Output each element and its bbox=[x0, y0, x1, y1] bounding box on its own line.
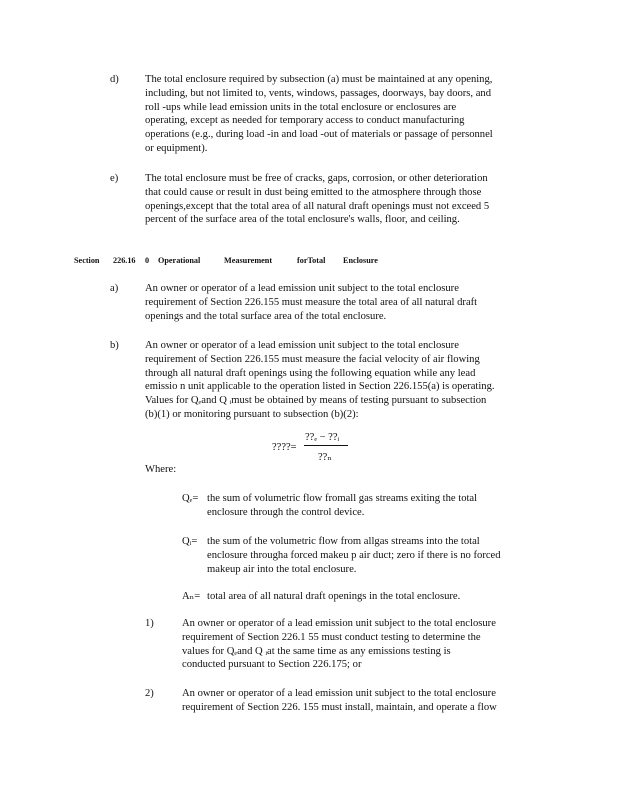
text-line: or equipment). bbox=[145, 142, 208, 154]
equation-fraction-bar bbox=[304, 445, 348, 446]
text-line: makeup air into the total enclosure. bbox=[207, 563, 357, 575]
definition-symbol-an: Aₙ= bbox=[182, 591, 201, 602]
numbered-item-1-label: 1) bbox=[145, 618, 154, 629]
section-number: 226.16 bbox=[113, 256, 136, 265]
text-line: that could cause or result in dust being emitted to the atmosphere through those bbox=[145, 186, 482, 198]
text-line: operations (e.g., during load -in and load -out of materials or passage of personnel bbox=[145, 129, 493, 141]
section-title-word: Operational bbox=[158, 256, 201, 265]
subsection-b-paragraph bbox=[145, 339, 533, 422]
definition-symbol-qi: Qᵢ= bbox=[182, 536, 198, 547]
text-line: Values for Qₑand Q ᵢmust be obtained by means of testing pursuant to subsection bbox=[145, 395, 487, 407]
section-title-word: Enclosure bbox=[343, 256, 378, 265]
text-line: including, but not limited to, vents, windows, passages, doorways, bay doors, and bbox=[145, 87, 492, 99]
text-line: requirement of Section 226.155 must measure the total area of all natural draft bbox=[145, 296, 478, 308]
subsection-b-label: b) bbox=[110, 340, 119, 351]
equation-lhs: ????= bbox=[272, 442, 297, 453]
text-line: values for Qₑand Q ᵢat the same time as any emissions testing is bbox=[182, 645, 451, 657]
subsection-a-paragraph bbox=[145, 282, 523, 323]
text-line: An owner or operator of a lead emission unit subject to the total enclosure bbox=[145, 340, 459, 351]
definition-qi-text bbox=[207, 535, 533, 576]
text-line: openings,except that the total area of all natural draft openings must not exceed 5 bbox=[145, 200, 490, 212]
text-line: requirement of Section 226.155 must measure the facial velocity of air flowing bbox=[145, 353, 480, 365]
section-title-word: forTotal bbox=[297, 256, 326, 265]
text-line: roll -ups while lead emission units in the total enclosure or enclosures are bbox=[145, 101, 457, 113]
text-line: An owner or operator of a lead emission unit subject to the total enclosure bbox=[182, 618, 496, 629]
definition-symbol-qe: Qₑ= bbox=[182, 493, 199, 504]
text-line: (b)(1) or monitoring pursuant to subsection (b)(2): bbox=[145, 408, 359, 420]
text-line: requirement of Section 226.1 55 must conduct testing to determine the bbox=[182, 631, 481, 643]
definition-an-text bbox=[207, 590, 533, 604]
text-line: the sum of volumetric flow fromall gas streams exiting the total bbox=[207, 493, 478, 504]
numbered-item-2-text bbox=[182, 687, 533, 715]
item-e-label: e) bbox=[110, 173, 119, 184]
text-line: percent of the surface area of the total enclosure's walls, floor, and ceiling. bbox=[145, 214, 460, 226]
text-line: An owner or operator of a lead emission unit subject to the total enclosure bbox=[145, 283, 459, 294]
numbered-item-1-text bbox=[182, 617, 533, 672]
item-d-paragraph bbox=[145, 73, 537, 156]
item-d-label: d) bbox=[110, 74, 119, 85]
subsection-a-label: a) bbox=[110, 283, 119, 294]
definition-qe-text bbox=[207, 492, 513, 520]
text-line: through all natural draft openings using the following equation while any lead bbox=[145, 367, 476, 379]
text-line: The total enclosure must be free of cracks, gaps, corrosion, or other deterioration bbox=[145, 173, 488, 184]
section-label: Section bbox=[74, 256, 100, 265]
text-line: the sum of the volumetric flow from allgas streams into the total bbox=[207, 536, 480, 547]
text-line: requirement of Section 226. 155 must install, maintain, and operate a flow bbox=[182, 701, 497, 713]
text-line: An owner or operator of a lead emission unit subject to the total enclosure bbox=[182, 688, 496, 699]
equation-numerator: ??ₑ − ??ᵢ bbox=[305, 432, 340, 443]
section-suffix: 0 bbox=[145, 256, 150, 265]
item-e-paragraph bbox=[145, 172, 537, 227]
numbered-item-2-label: 2) bbox=[145, 688, 154, 699]
text-line: The total enclosure required by subsection (a) must be maintained at any opening, bbox=[145, 74, 493, 85]
text-line: openings and the total surface area of the total enclosure. bbox=[145, 310, 387, 322]
equation-denominator: ??ₙ bbox=[318, 452, 332, 463]
where-label: Where: bbox=[145, 464, 177, 475]
text-line: enclosure through the control device. bbox=[207, 506, 365, 518]
text-line: enclosure througha forced makeu p air duct; zero if there is no forced bbox=[207, 549, 501, 561]
text-line: total area of all natural draft openings in the total enclosure. bbox=[207, 591, 461, 602]
text-line: conducted pursuant to Section 226.175; or bbox=[182, 659, 362, 671]
text-line: emissio n unit applicable to the operation listed in Section 226.155(a) is operating. bbox=[145, 381, 495, 393]
text-line: operating, except as needed for temporary access to conduct manufacturing bbox=[145, 115, 465, 127]
section-title-word: Measurement bbox=[224, 256, 273, 265]
